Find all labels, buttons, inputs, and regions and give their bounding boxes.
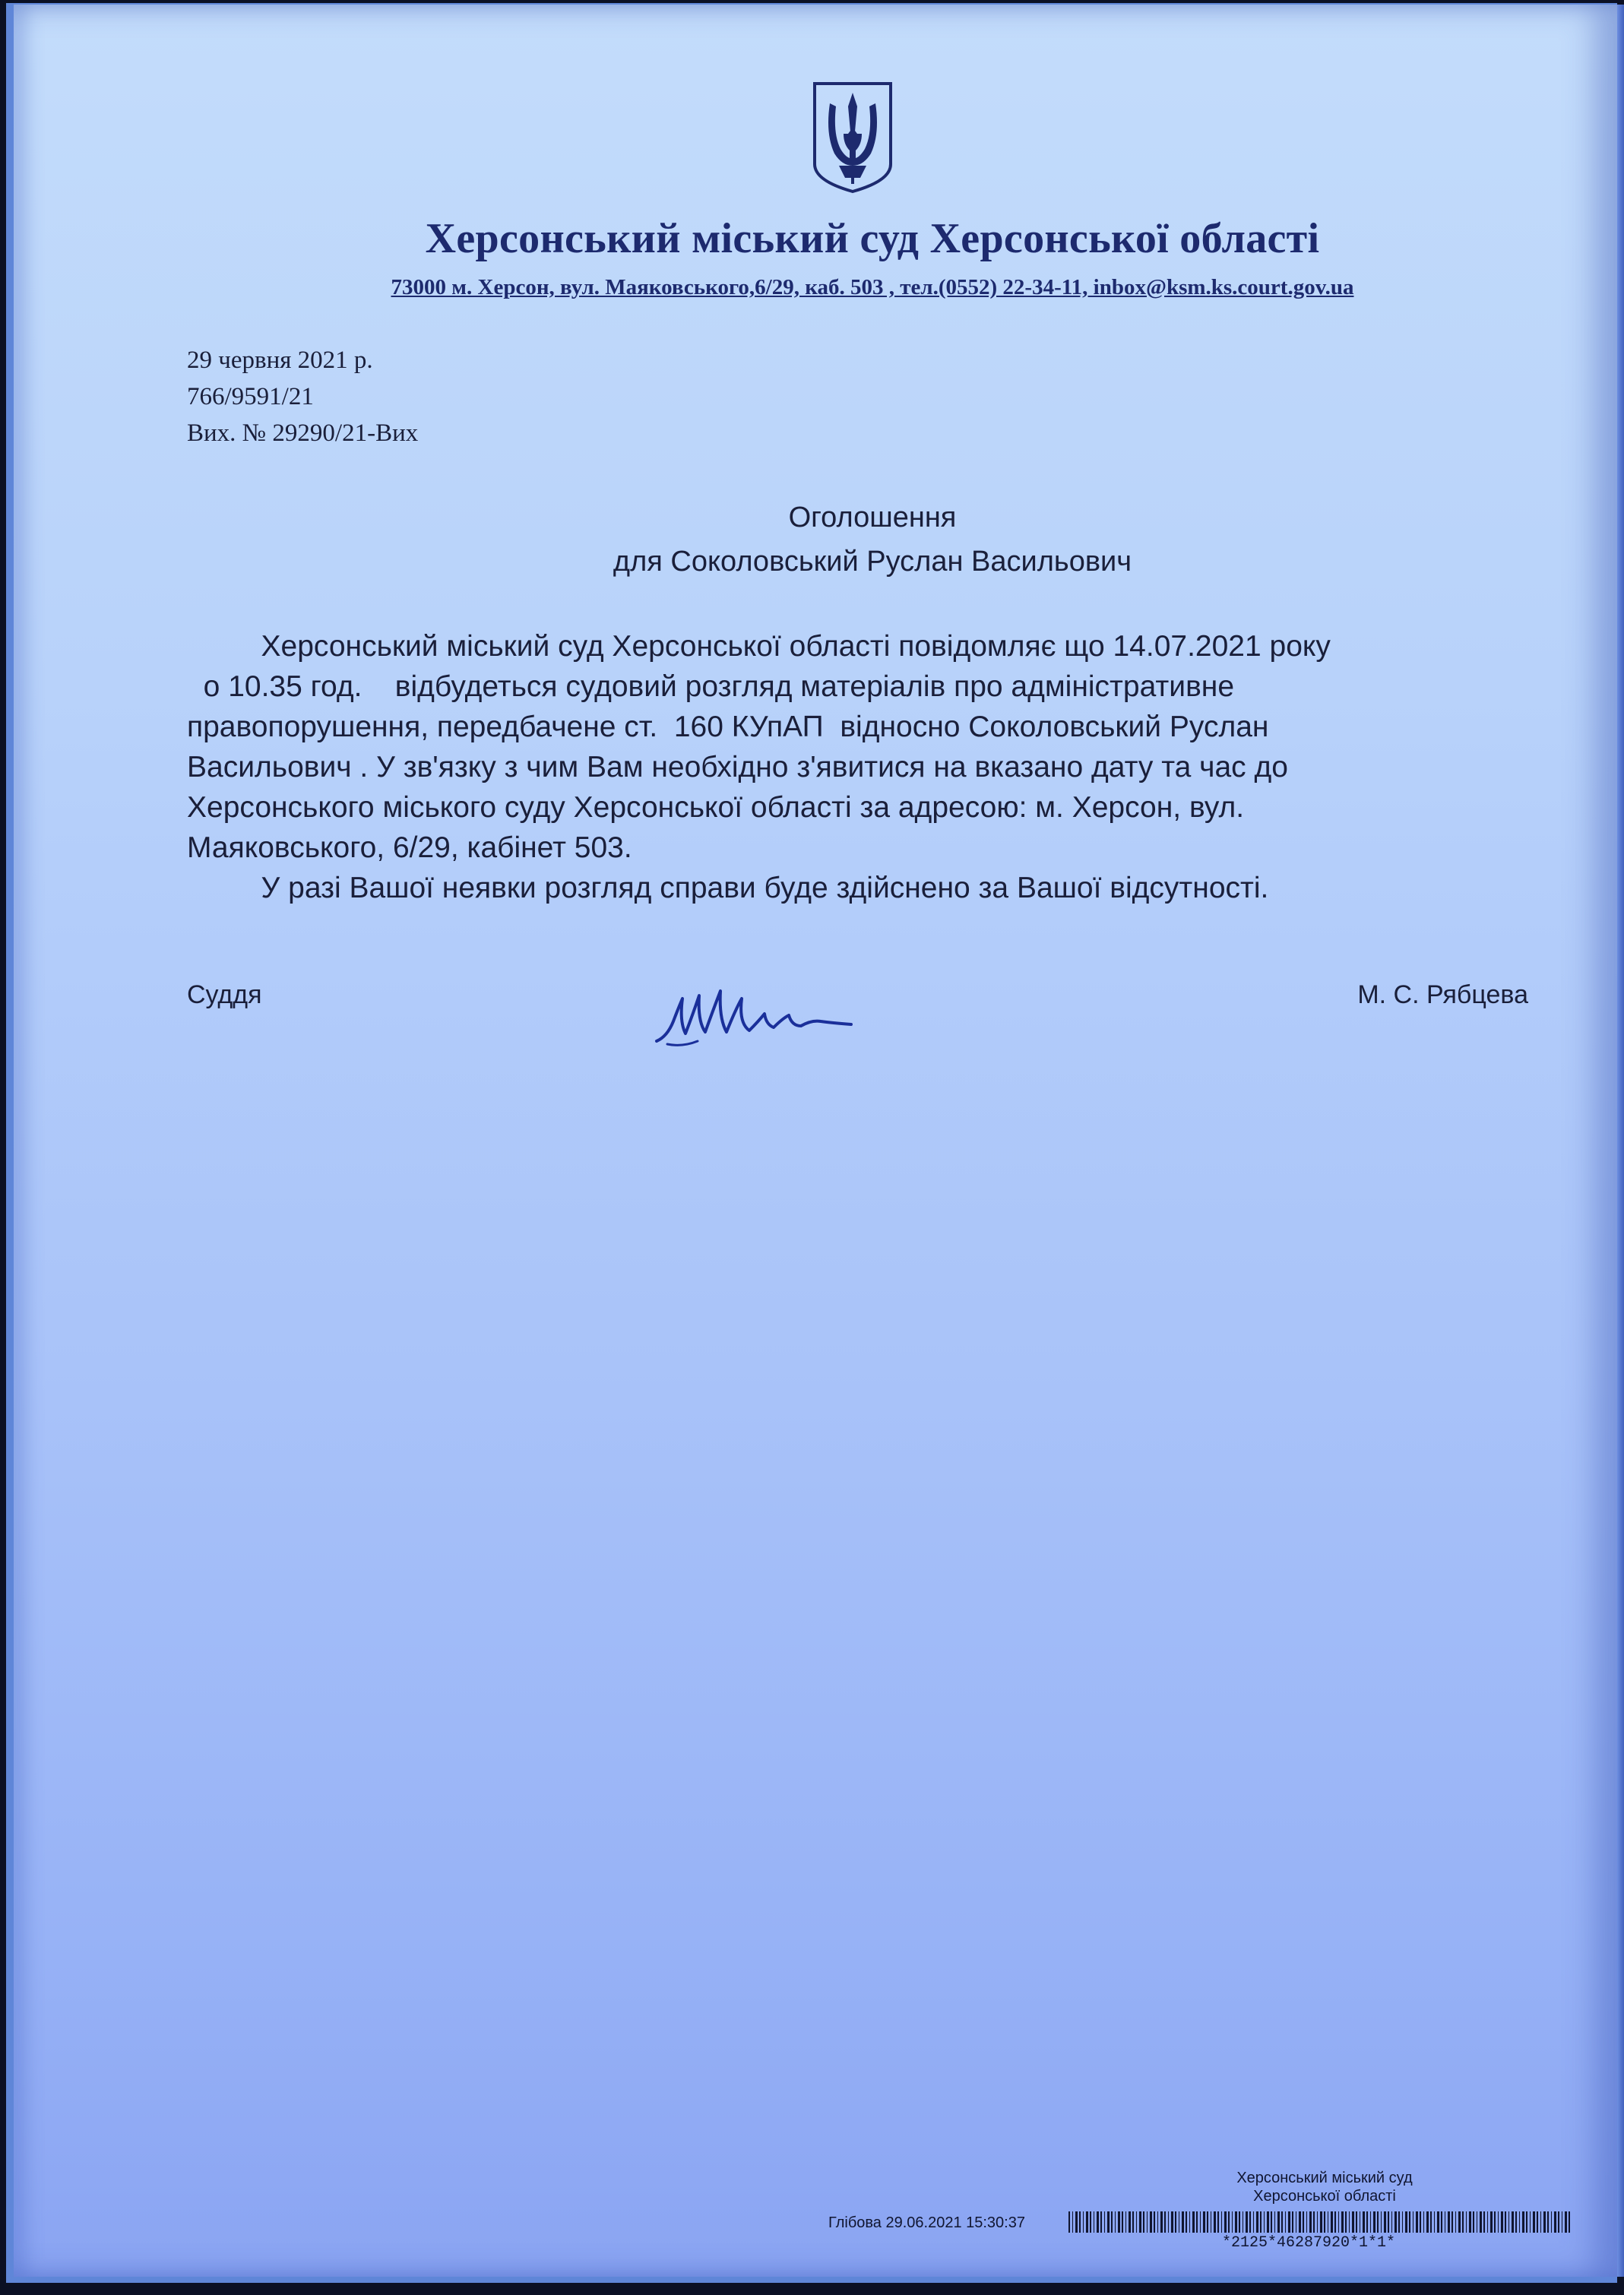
document-page [14,5,1617,2277]
body-line: правопорушення, передбачене ст. 160 КУпАП відносно Соколовський Руслан [187,711,1269,743]
body-line: о 10.35 год. відбудеться судовий розгляд матеріалів про адміністративне [187,670,1235,703]
document-date: 29 червня 2021 р. [187,347,373,374]
body-line: Херсонського міського суду Херсонської області за адресою: м. Херсон, вул. [187,791,1245,824]
registration-stamp: Глібова 29.06.2021 15:30:37 [828,2214,1025,2231]
notice-body [187,626,1555,908]
document-meta [187,342,418,451]
barcode-number: *2125*46287920*1*1* [1222,2234,1396,2252]
case-number: 766/9591/21 [187,383,314,410]
body-line: У разі Вашої неявки розгляд справи буде здійснено за Вашої відсутності. [187,872,1269,904]
footer-court-line: Херсонської області [1253,2188,1396,2205]
body-line: Херсонський міський суд Херсонської області повідомляє що 14.07.2021 року [187,630,1331,663]
document-title: Оголошення [788,502,957,533]
court-address: 73000 м. Херсон, вул. Маяковського,6/29, каб. 503 , тел.(0552) 22-34-11, inbox@ksm.ks.court.gov.ua [391,275,1354,299]
body-line: Васильович . У зв'язку з чим Вам необхідно з'явитися на вказано дату та час до [187,751,1288,783]
document-recipient: для Соколовський Руслан Васильович [613,546,1132,578]
outgoing-number: Вих. № 29290/21-Вих [187,419,419,447]
footer-court-stamp [1199,2169,1450,2205]
trident-emblem-icon [812,81,894,195]
body-line: Маяковського, 6/29, кабінет 503. [187,831,632,864]
handwritten-signature-icon [652,968,857,1059]
signatory-role: Суддя [187,980,262,1009]
page-edge [1617,5,1624,2277]
footer-court-line: Херсонський міський суд [1236,2170,1413,2186]
court-name: Херсонський міський суд Херсонської області [425,215,1320,262]
signatory-name: М. С. Рябцева [1357,980,1528,1009]
barcode-icon [1068,2211,1570,2233]
